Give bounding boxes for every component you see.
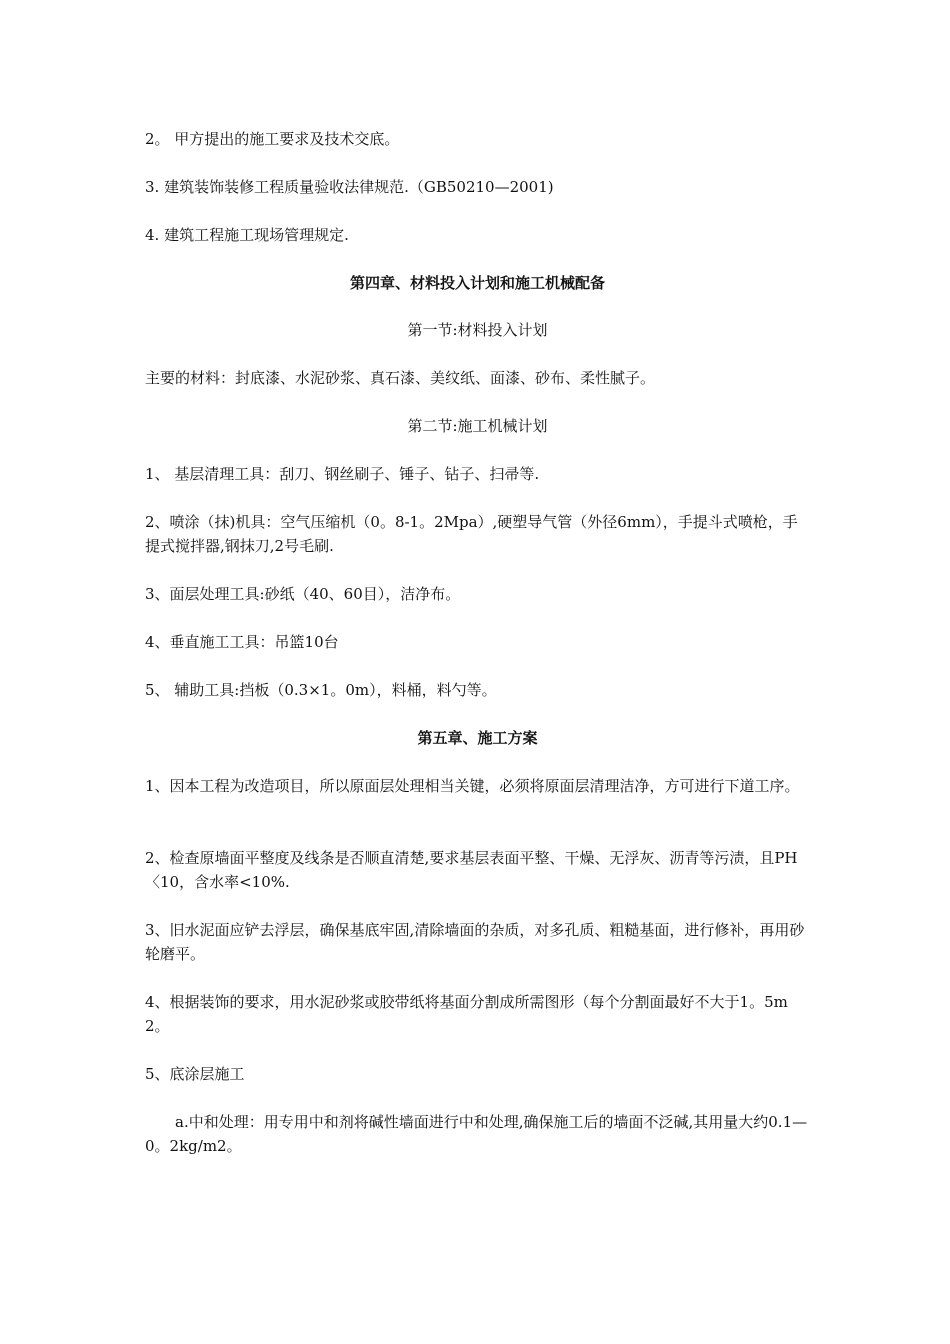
list-item-3: 3. 建筑装饰装修工程质量验收法律规范.（GB50210—2001) — [145, 178, 554, 196]
plan-item-1: 1、因本工程为改造项目，所以原面层处理相当关键，必须将原面层清理洁净，方可进行下道工序。 — [145, 777, 800, 795]
plan-item-2: 2、检查原墙面平整度及线条是否顺直清楚,要求基层表面平整、干燥、无浮灰、沥青等污渍，且PH〈10，含水率<10%. — [145, 849, 798, 891]
tool-item-2: 2、喷涂（抹)机具：空气压缩机（0。8-1。2Mpa）,硬塑导气管（外径6mm），手提斗式喷枪，手提式搅拌器,钢抹刀,2号毛刷. — [145, 513, 798, 555]
list-item-2: 2。 甲方提出的施工要求及技术交底。 — [145, 130, 400, 148]
plan-item-5: 5、底涂层施工 — [145, 1065, 245, 1083]
list-item-4: 4. 建筑工程施工现场管理规定. — [145, 226, 349, 244]
tool-item-4: 4、垂直施工工具：吊篮10台 — [145, 633, 339, 651]
section-1-title: 第一节:材料投入计划 — [407, 321, 548, 339]
plan-item-4: 4、根据装饰的要求，用水泥砂浆或胶带纸将基面分割成所需图形（每个分割面最好不大于1。5m2。 — [145, 993, 788, 1035]
tool-item-3: 3、面层处理工具:砂纸（40、60目），洁净布。 — [145, 585, 461, 603]
chapter-4-title: 第四章、材料投入计划和施工机械配备 — [349, 274, 605, 292]
chapter-5-title: 第五章、施工方案 — [417, 729, 538, 747]
section-2-title: 第二节:施工机械计划 — [407, 417, 548, 435]
materials-paragraph: 主要的材料：封底漆、水泥砂浆、真石漆、美纹纸、面漆、砂布、柔性腻子。 — [145, 369, 656, 387]
tool-item-1: 1、 基层清理工具：刮刀、钢丝刷子、锤子、钻子、扫帚等. — [145, 465, 540, 483]
plan-item-3: 3、旧水泥面应铲去浮层，确保基底牢固,清除墙面的杂质，对多孔质、粗糙基面，进行修补，再用砂轮磨平。 — [145, 921, 805, 963]
plan-item-5a: a.中和处理：用专用中和剂将碱性墙面进行中和处理,确保施工后的墙面不泛碱,其用量大约0.1—0。2kg/m2。 — [145, 1113, 808, 1155]
tool-item-5: 5、 辅助工具:挡板（0.3×1。0m），料桶，料勺等。 — [145, 681, 497, 699]
